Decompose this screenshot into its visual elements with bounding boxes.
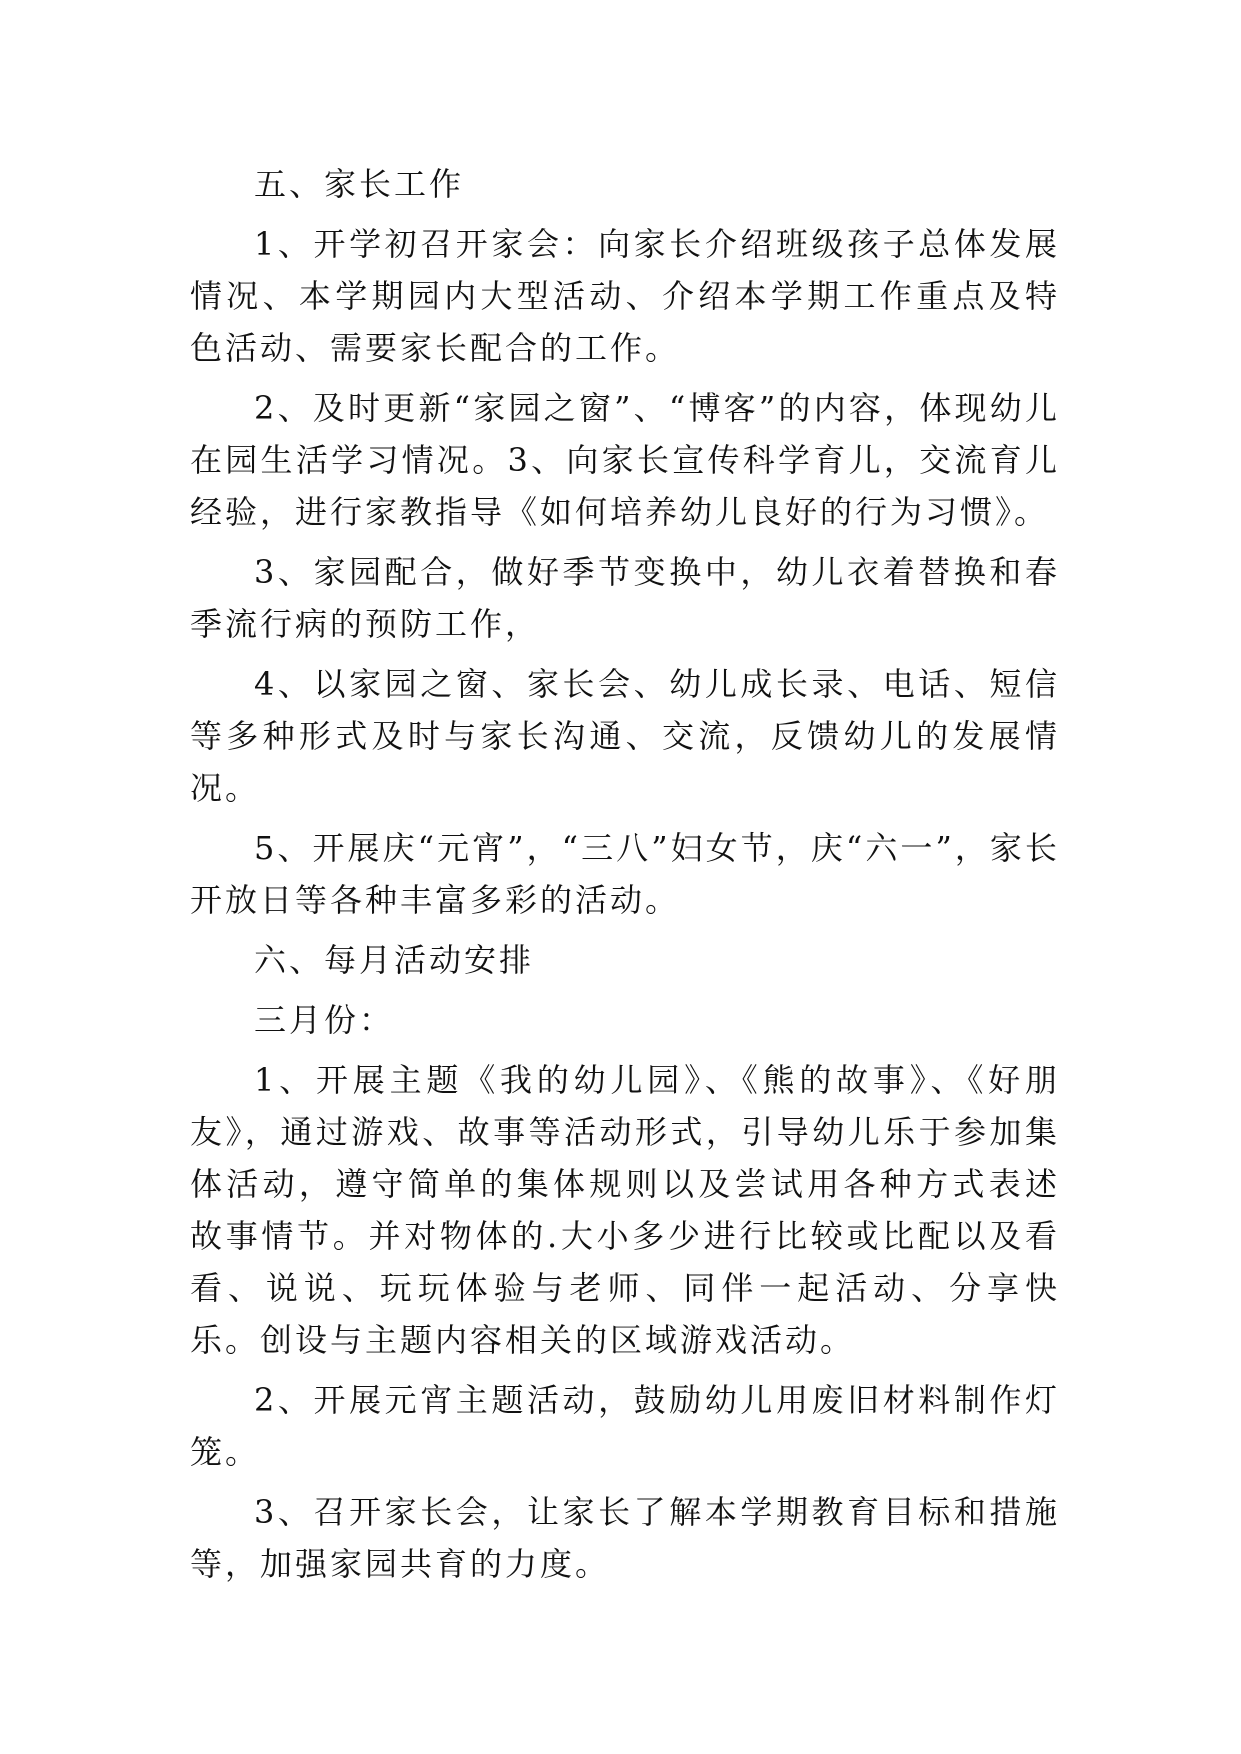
section-heading-monthly-plan: 六、每月活动安排 — [254, 941, 535, 979]
paragraph-update-window-blog: 2、及时更新“家园之窗”、“博客”的内容，体现幼儿在园生活学习情况。3、向家长宣传科学育儿，交流育儿经验，进行家教指导《如何培养幼儿良好的行为习惯》。 — [190, 389, 1060, 531]
paragraph-seasonal-cooperation: 3、家园配合，做好季节变换中，幼儿衣着替换和春季流行病的预防工作， — [190, 553, 1060, 643]
subheading-march: 三月份： — [254, 1001, 395, 1039]
paragraph-parent-meeting-goals: 3、召开家长会，让家长了解本学期教育目标和措施等，加强家园共育的力度。 — [190, 1493, 1060, 1583]
paragraph-parent-meeting: 1、开学初召开家会：向家长介绍班级孩子总体发展情况、本学期园内大型活动、介绍本学期工作重点及特色活动、需要家长配合的工作。 — [190, 225, 1060, 367]
paragraph-communication-forms: 4、以家园之窗、家长会、幼儿成长录、电话、短信等多种形式及时与家长沟通、交流，反馈幼儿的发展情况。 — [190, 665, 1060, 807]
paragraph-festival-activities: 5、开展庆“元宵”，“三八”妇女节，庆“六一”，家长开放日等各种丰富多彩的活动。 — [190, 829, 1060, 919]
section-heading-parent-work: 五、家长工作 — [254, 165, 465, 203]
paragraph-march-theme: 1、开展主题《我的幼儿园》、《熊的故事》、《好朋友》，通过游戏、故事等活动形式，引导幼儿乐于参加集体活动，遵守简单的集体规则以及尝试用各种方式表述故事情节。并对物体的.大小多少进行比较或比配以及看看、说说、玩玩体验与老师、同伴一起活动、分享快乐。创设与主题内容相关的区域游戏活动。 — [190, 1061, 1060, 1359]
paragraph-lantern-activity: 2、开展元宵主题活动，鼓励幼儿用废旧材料制作灯笼。 — [190, 1381, 1060, 1471]
document-body — [190, 158, 1060, 1598]
